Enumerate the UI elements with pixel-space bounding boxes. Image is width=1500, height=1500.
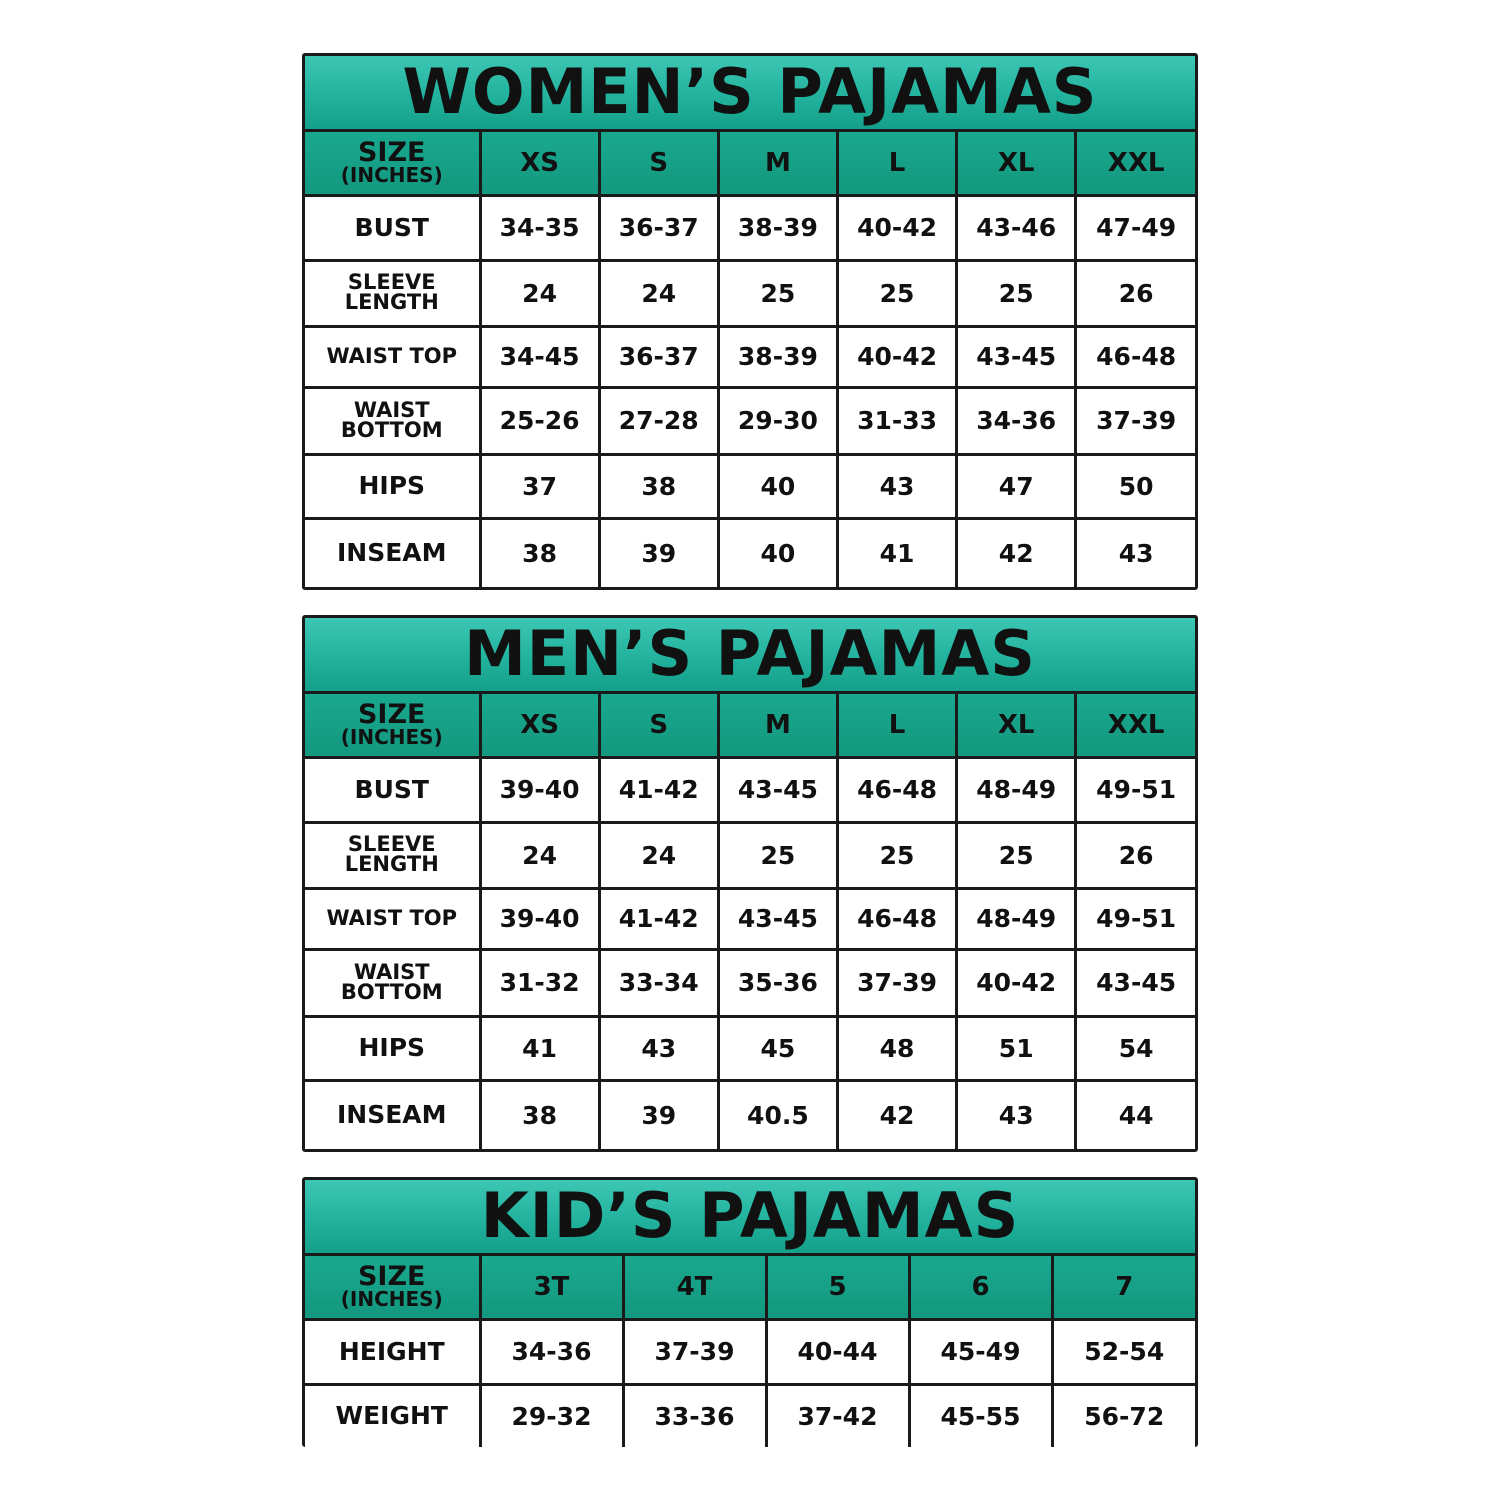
table-row bbox=[305, 1384, 1195, 1447]
cell: 38 bbox=[480, 1080, 599, 1149]
cell: 38-39 bbox=[718, 195, 837, 260]
table-row bbox=[305, 949, 1195, 1016]
cell: 41-42 bbox=[599, 888, 718, 949]
cell: 43-45 bbox=[718, 888, 837, 949]
row-label-sleeve-length: SLEEVE LENGTH bbox=[305, 822, 480, 888]
size-s: S bbox=[599, 130, 718, 195]
size-xl: XL bbox=[957, 130, 1076, 195]
cell: 46-48 bbox=[1076, 326, 1195, 387]
cell: 29-32 bbox=[480, 1384, 623, 1447]
cell: 46-48 bbox=[837, 757, 956, 822]
row-label-sleeve-length: SLEEVE LENGTH bbox=[305, 260, 480, 326]
cell: 41-42 bbox=[599, 757, 718, 822]
cell: 40-42 bbox=[837, 326, 956, 387]
cell: 26 bbox=[1076, 822, 1195, 888]
cell: 25 bbox=[957, 260, 1076, 326]
size-s: S bbox=[599, 692, 718, 757]
size-header bbox=[305, 1254, 480, 1319]
table-row bbox=[305, 1319, 1195, 1384]
cell: 41 bbox=[480, 1016, 599, 1080]
kids-size-table bbox=[305, 1180, 1195, 1447]
cell: 40.5 bbox=[718, 1080, 837, 1149]
cell: 25 bbox=[957, 822, 1076, 888]
cell: 56-72 bbox=[1052, 1384, 1195, 1447]
cell: 43-45 bbox=[957, 326, 1076, 387]
cell: 43 bbox=[957, 1080, 1076, 1149]
size-l: L bbox=[837, 130, 956, 195]
row-label-waist-top: WAIST TOP bbox=[305, 888, 480, 949]
row-label-bust: BUST bbox=[305, 195, 480, 260]
cell: 48-49 bbox=[957, 757, 1076, 822]
cell: 27-28 bbox=[599, 387, 718, 454]
size-label: SIZE bbox=[357, 699, 426, 731]
table-row bbox=[305, 260, 1195, 326]
cell: 39 bbox=[599, 1080, 718, 1149]
cell: 47-49 bbox=[1076, 195, 1195, 260]
size-label: SIZE bbox=[357, 1261, 426, 1293]
cell: 43 bbox=[599, 1016, 718, 1080]
cell: 38-39 bbox=[718, 326, 837, 387]
size-unit: (INCHES) bbox=[340, 162, 443, 187]
size-xl: XL bbox=[957, 692, 1076, 757]
size-label: SIZE bbox=[357, 137, 426, 169]
size-header bbox=[305, 130, 480, 195]
table-row bbox=[305, 326, 1195, 387]
cell: 45 bbox=[718, 1016, 837, 1080]
size-xxl: XXL bbox=[1076, 130, 1195, 195]
size-6: 6 bbox=[909, 1254, 1052, 1319]
size-xs: XS bbox=[480, 130, 599, 195]
table-row bbox=[305, 454, 1195, 518]
cell: 47 bbox=[957, 454, 1076, 518]
row-label-inseam: INSEAM bbox=[305, 518, 480, 587]
cell: 25 bbox=[718, 260, 837, 326]
cell: 49-51 bbox=[1076, 888, 1195, 949]
cell: 38 bbox=[599, 454, 718, 518]
cell: 43 bbox=[837, 454, 956, 518]
cell: 39 bbox=[599, 518, 718, 587]
size-m: M bbox=[718, 130, 837, 195]
cell: 34-36 bbox=[480, 1319, 623, 1384]
womens-size-table bbox=[305, 56, 1195, 587]
cell: 42 bbox=[837, 1080, 956, 1149]
cell: 40 bbox=[718, 518, 837, 587]
kids-size-chart bbox=[302, 1177, 1198, 1447]
cell: 37-42 bbox=[766, 1384, 909, 1447]
cell: 43 bbox=[1076, 518, 1195, 587]
mens-size-chart bbox=[302, 615, 1198, 1152]
cell: 45-49 bbox=[909, 1319, 1052, 1384]
cell: 51 bbox=[957, 1016, 1076, 1080]
mens-chart-title: MEN’S PAJAMAS bbox=[305, 618, 1195, 692]
cell: 29-30 bbox=[718, 387, 837, 454]
size-7: 7 bbox=[1052, 1254, 1195, 1319]
size-m: M bbox=[718, 692, 837, 757]
cell: 43-45 bbox=[1076, 949, 1195, 1016]
cell: 49-51 bbox=[1076, 757, 1195, 822]
table-row bbox=[305, 1080, 1195, 1149]
cell: 25 bbox=[718, 822, 837, 888]
cell: 50 bbox=[1076, 454, 1195, 518]
size-5: 5 bbox=[766, 1254, 909, 1319]
size-header bbox=[305, 692, 480, 757]
row-label-height: HEIGHT bbox=[305, 1319, 480, 1384]
size-4t: 4T bbox=[623, 1254, 766, 1319]
cell: 37-39 bbox=[837, 949, 956, 1016]
row-label-inseam: INSEAM bbox=[305, 1080, 480, 1149]
table-row bbox=[305, 518, 1195, 587]
cell: 24 bbox=[480, 260, 599, 326]
size-l: L bbox=[837, 692, 956, 757]
cell: 37-39 bbox=[1076, 387, 1195, 454]
size-xxl: XXL bbox=[1076, 692, 1195, 757]
cell: 54 bbox=[1076, 1016, 1195, 1080]
cell: 35-36 bbox=[718, 949, 837, 1016]
cell: 38 bbox=[480, 518, 599, 587]
cell: 34-36 bbox=[957, 387, 1076, 454]
cell: 43-45 bbox=[718, 757, 837, 822]
cell: 40-44 bbox=[766, 1319, 909, 1384]
table-row bbox=[305, 822, 1195, 888]
cell: 48-49 bbox=[957, 888, 1076, 949]
cell: 24 bbox=[480, 822, 599, 888]
cell: 42 bbox=[957, 518, 1076, 587]
row-label-bust: BUST bbox=[305, 757, 480, 822]
row-label-hips: HIPS bbox=[305, 454, 480, 518]
size-3t: 3T bbox=[480, 1254, 623, 1319]
cell: 40 bbox=[718, 454, 837, 518]
cell: 37 bbox=[480, 454, 599, 518]
table-row bbox=[305, 387, 1195, 454]
cell: 43-46 bbox=[957, 195, 1076, 260]
cell: 44 bbox=[1076, 1080, 1195, 1149]
cell: 40-42 bbox=[957, 949, 1076, 1016]
cell: 24 bbox=[599, 822, 718, 888]
womens-chart-title: WOMEN’S PAJAMAS bbox=[305, 56, 1195, 130]
size-xs: XS bbox=[480, 692, 599, 757]
cell: 31-32 bbox=[480, 949, 599, 1016]
kids-chart-title: KID’S PAJAMAS bbox=[305, 1180, 1195, 1254]
cell: 26 bbox=[1076, 260, 1195, 326]
cell: 31-33 bbox=[837, 387, 956, 454]
cell: 34-45 bbox=[480, 326, 599, 387]
cell: 41 bbox=[837, 518, 956, 587]
cell: 24 bbox=[599, 260, 718, 326]
cell: 36-37 bbox=[599, 326, 718, 387]
size-unit: (INCHES) bbox=[340, 724, 443, 749]
mens-size-table bbox=[305, 618, 1195, 1149]
row-label-waist-bottom: WAIST BOTTOM bbox=[305, 949, 480, 1016]
size-unit: (INCHES) bbox=[340, 1286, 443, 1311]
table-row bbox=[305, 757, 1195, 822]
cell: 39-40 bbox=[480, 888, 599, 949]
row-label-waist-bottom: WAIST BOTTOM bbox=[305, 387, 480, 454]
table-row bbox=[305, 195, 1195, 260]
cell: 39-40 bbox=[480, 757, 599, 822]
cell: 48 bbox=[837, 1016, 956, 1080]
table-row bbox=[305, 888, 1195, 949]
row-label-weight: WEIGHT bbox=[305, 1384, 480, 1447]
womens-size-chart bbox=[302, 53, 1198, 590]
cell: 46-48 bbox=[837, 888, 956, 949]
cell: 33-36 bbox=[623, 1384, 766, 1447]
cell: 33-34 bbox=[599, 949, 718, 1016]
cell: 37-39 bbox=[623, 1319, 766, 1384]
cell: 52-54 bbox=[1052, 1319, 1195, 1384]
row-label-waist-top: WAIST TOP bbox=[305, 326, 480, 387]
cell: 25-26 bbox=[480, 387, 599, 454]
table-row bbox=[305, 1016, 1195, 1080]
cell: 40-42 bbox=[837, 195, 956, 260]
cell: 36-37 bbox=[599, 195, 718, 260]
cell: 25 bbox=[837, 822, 956, 888]
row-label-hips: HIPS bbox=[305, 1016, 480, 1080]
cell: 34-35 bbox=[480, 195, 599, 260]
cell: 25 bbox=[837, 260, 956, 326]
cell: 45-55 bbox=[909, 1384, 1052, 1447]
